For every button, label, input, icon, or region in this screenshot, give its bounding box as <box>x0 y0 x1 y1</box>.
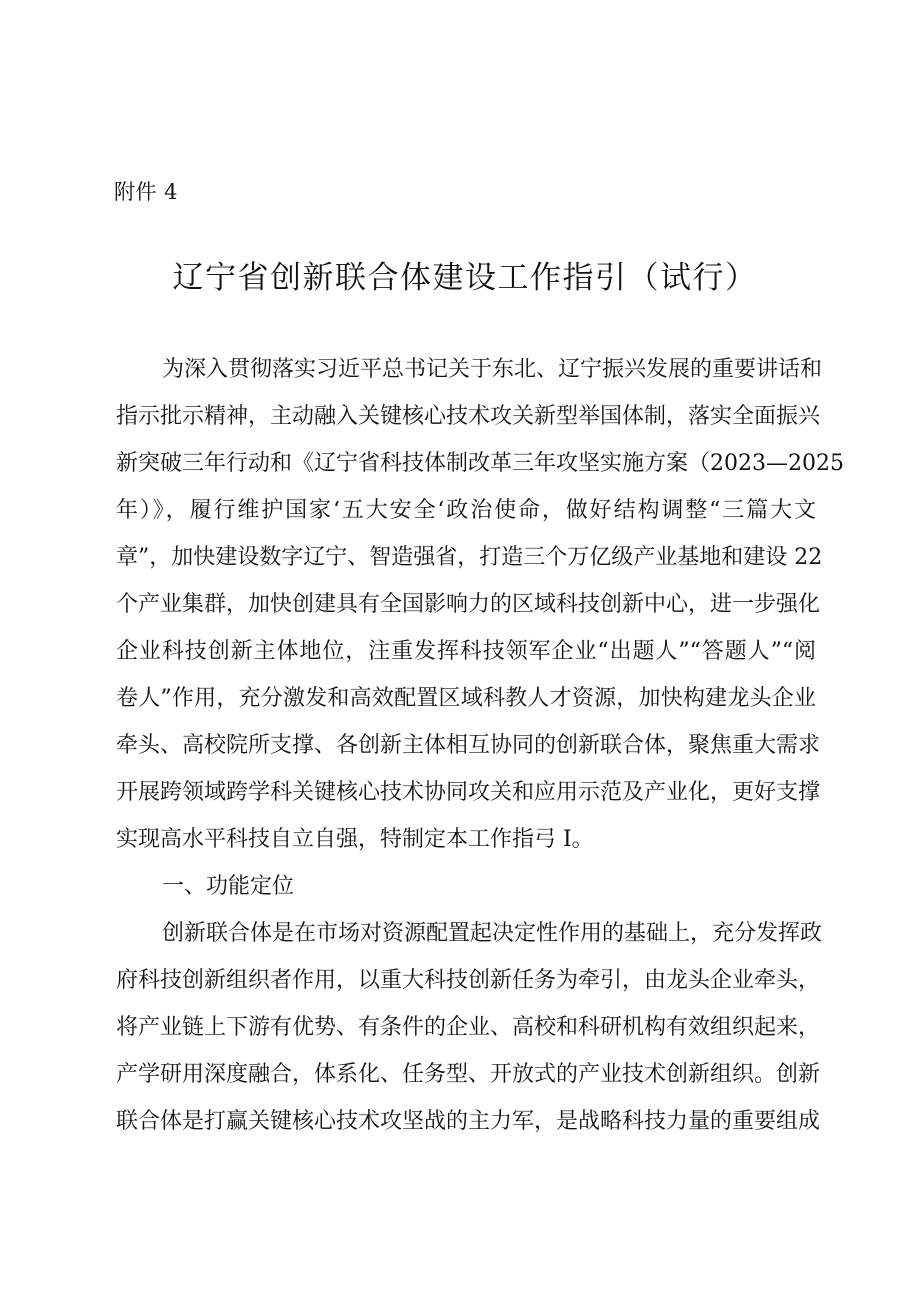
paragraph-line: 章”，加快建设数字辽宁、智造强省，打造三个万亿级产业基地和建设 22 <box>116 545 823 570</box>
paragraph-line: 为深入贯彻落实习近平总书记关于东北、辽宁振兴发展的重要讲话和 <box>162 357 823 382</box>
section-heading: 一、功能定位 <box>162 874 295 899</box>
paragraph-line: 企业科技创新主体地位，注重发挥科技领军企业“出题人”“答题人”“阅 <box>116 639 816 664</box>
paragraph-line: 府科技创新组织者作用，以重大科技创新任务为牵引，由龙头企业牵头， <box>116 968 821 993</box>
paragraph-line: 产学研用深度融合，体系化、任务型、开放式的产业技术创新组织。创新 <box>116 1062 821 1087</box>
document-body <box>116 346 844 1145</box>
paragraph-line: 实现高水平科技自立自强，特制定本工作指弓 I。 <box>116 827 594 852</box>
attachment-label: 附件 4 <box>114 180 179 204</box>
paragraph-line: 开展跨领域跨学科关键核心技术协同攻关和应用示范及产业化，更好支撑 <box>116 780 821 805</box>
paragraph-line: 将产业链上下游有优势、有条件的企业、高校和科研机构有效组织起来， <box>116 1015 821 1040</box>
paragraph-line: 年）》，履行维护国家‘五大安全‘政治使命，做好结构调整“三篇大文 <box>116 498 816 523</box>
paragraph-line: 牵头、高校院所支撑、各创新主体相互协同的创新联合体，聚焦重大需求 <box>116 733 821 758</box>
paragraph-line: 创新联合体是在市场对资源配置起决定性作用的基础上，充分发挥政 <box>162 921 823 946</box>
paragraph-line: 联合体是打赢关键核心技术攻坚战的主力军，是战略科技力量的重要组成 <box>116 1109 821 1134</box>
paragraph-line: 新突破三年行动和《辽宁省科技体制改革三年攻坚实施方案（2023—2025 <box>116 451 844 476</box>
paragraph-line: 指示批示精神，主动融入关键核心技术攻关新型举国体制，落实全面振兴 <box>116 404 821 429</box>
paragraph-line: 个产业集群，加快创建具有全国影响力的区域科技创新中心，进一步强化 <box>116 592 821 617</box>
paragraph-line: 卷人”作用，充分激发和高效配置区域科教人才资源，加快构建龙头企业 <box>116 686 816 711</box>
document-title: 辽宁省创新联合体建设工作指引（试行） <box>172 260 758 296</box>
